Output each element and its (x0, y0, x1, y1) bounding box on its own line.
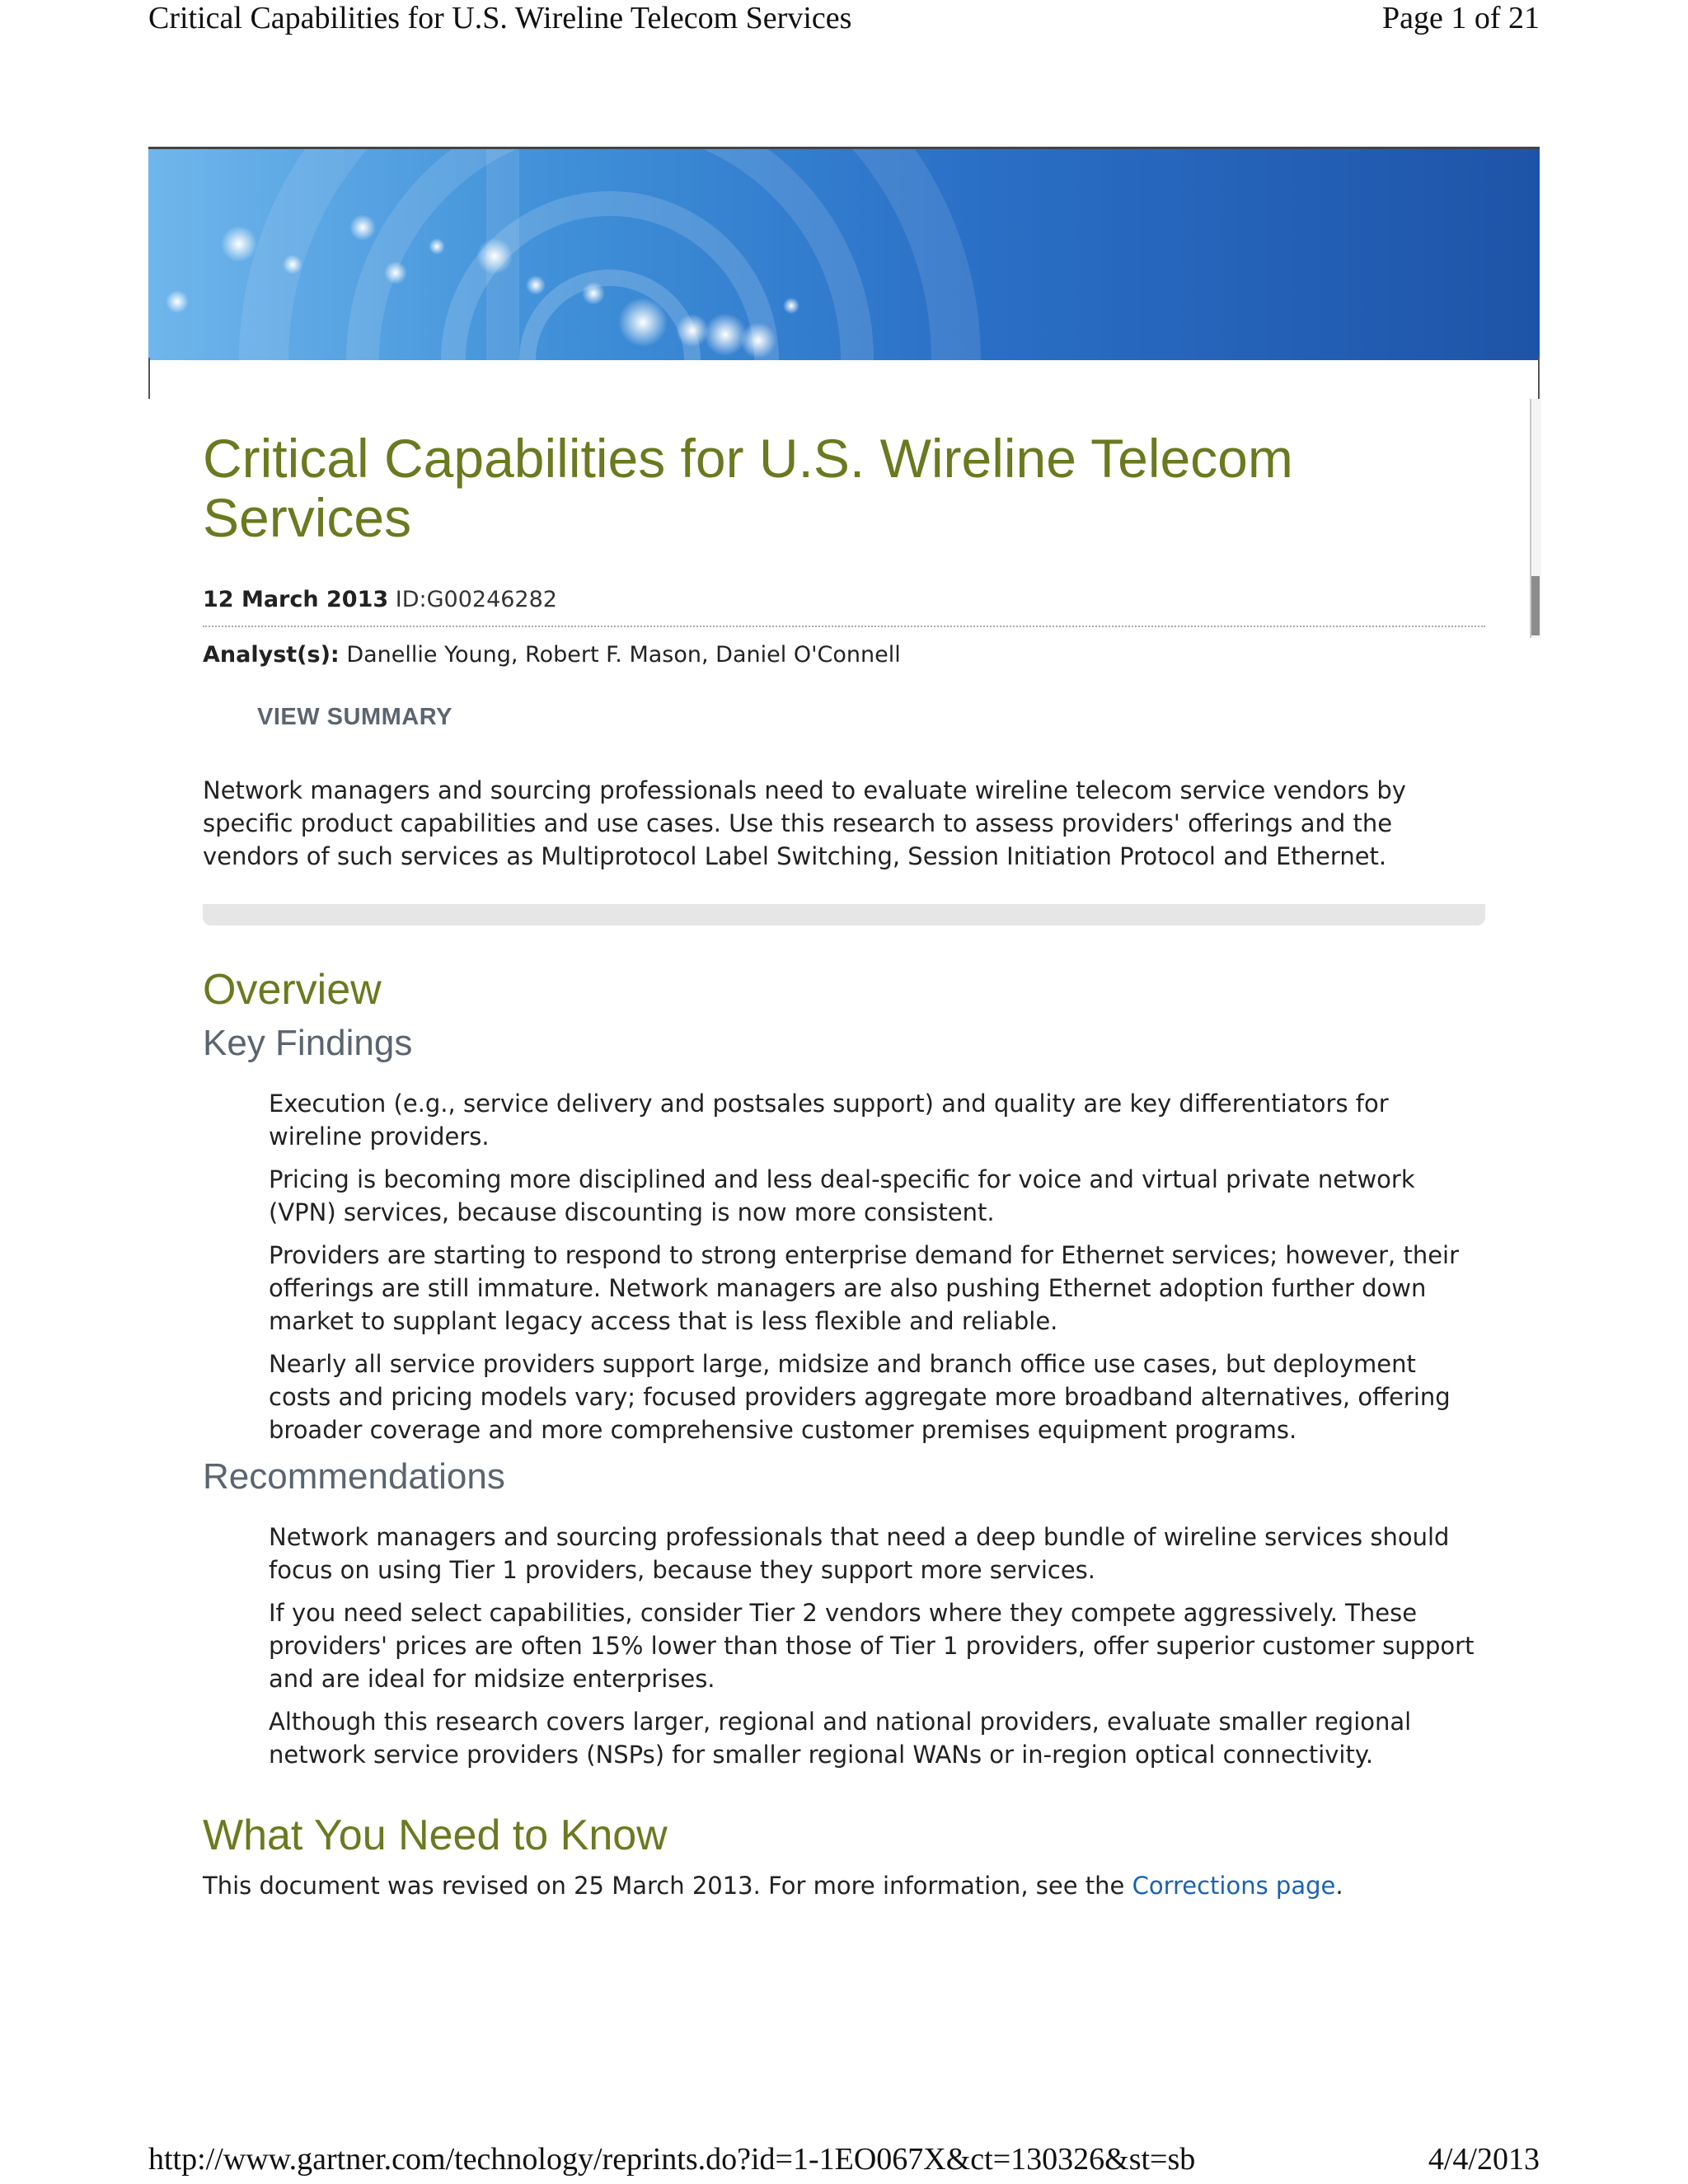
summary-text: Network managers and sourcing professionals need to evaluate wireline telecom service vendors by specific product capabilities and use cases. Use this research to assess providers' offerings and the vendors of such services as Multiprotocol Label Switching, Session Initiation Protocol and Ethernet. (203, 776, 1406, 870)
document-meta (203, 587, 1485, 627)
list-item: If you need select capabilities, consider Tier 2 vendors where they compete aggressively. These providers' prices are often 15% lower than those of Tier 1 providers, offer superior customer support and are ideal for midsize enterprises. (269, 1599, 1475, 1693)
list-item: Execution (e.g., service delivery and postsales support) and quality are key differentiators for wireline providers. (269, 1090, 1389, 1151)
list-item: Network managers and sourcing professionals that need a deep bundle of wireline services should focus on using Tier 1 providers, because they support more services. (269, 1523, 1450, 1584)
revision-text: This document was revised on 25 March 2013. For more information, see the (203, 1872, 1132, 1900)
corrections-page-link[interactable]: Corrections page (1132, 1872, 1336, 1900)
analysts-label: Analyst(s): (203, 642, 340, 668)
summary-divider-bar (203, 904, 1485, 926)
document-content (203, 429, 1485, 1900)
key-findings-list (203, 1087, 1485, 1446)
page-title: Critical Capabilities for U.S. Wireline Telecom Services (203, 428, 1293, 548)
revision-note (203, 1872, 1485, 1900)
document-id: G00246282 (426, 587, 557, 612)
scrollbar-thumb[interactable] (1531, 576, 1540, 635)
list-item: Nearly all service providers support large, midsize and branch office use cases, but deployment costs and pricing models vary; focused providers aggregate more broadband alternatives, offering broader coverage and more comprehensive customer premises equipment programs. (269, 1350, 1451, 1444)
print-header-title: Critical Capabilities for U.S. Wireline Telecom Services (148, 1, 852, 35)
overview-heading: Overview (203, 966, 382, 1014)
scrollbar[interactable] (1530, 399, 1541, 638)
publish-date: 12 March 2013 (203, 587, 389, 612)
print-header (148, 0, 1540, 36)
print-footer (148, 2141, 1540, 2177)
analysts-line (203, 642, 1485, 668)
frame-border-left (148, 358, 150, 399)
print-header-page: Page 1 of 21 (1381, 1, 1540, 35)
analysts-names: Danellie Young, Robert F. Mason, Daniel O'Connell (346, 642, 901, 668)
list-item: Although this research covers larger, regional and national providers, evaluate smaller regional network service providers (NSPs) for smaller regional WANs or in-region optical connectivity. (269, 1708, 1412, 1769)
frame-border-right (1538, 358, 1540, 399)
revision-text-end: . (1335, 1872, 1343, 1900)
document-id-label: ID: (395, 587, 427, 612)
header-banner-image (148, 147, 1540, 360)
list-item: Pricing is becoming more disciplined and less deal-specific for voice and virtual private network (VPN) services, because discounting is now more consistent. (269, 1165, 1415, 1226)
key-findings-heading: Key Findings (203, 1023, 413, 1063)
print-footer-date: 4/4/2013 (1428, 2142, 1540, 2177)
banner-graphic (148, 149, 1540, 360)
list-item: Providers are starting to respond to strong enterprise demand for Ethernet services; however, their offerings are still immature. Network managers are also pushing Ethernet adoption further down market to supplant legacy access that is less flexible and reliable. (269, 1241, 1460, 1335)
print-footer-url: http://www.gartner.com/technology/reprints.do?id=1-1EO067X&ct=130326&st=sb (148, 2142, 1196, 2177)
recommendations-heading: Recommendations (203, 1456, 505, 1497)
recommendations-list (203, 1521, 1485, 1771)
view-summary-button[interactable]: VIEW SUMMARY (257, 704, 452, 730)
what-you-need-heading: What You Need to Know (203, 1811, 668, 1859)
